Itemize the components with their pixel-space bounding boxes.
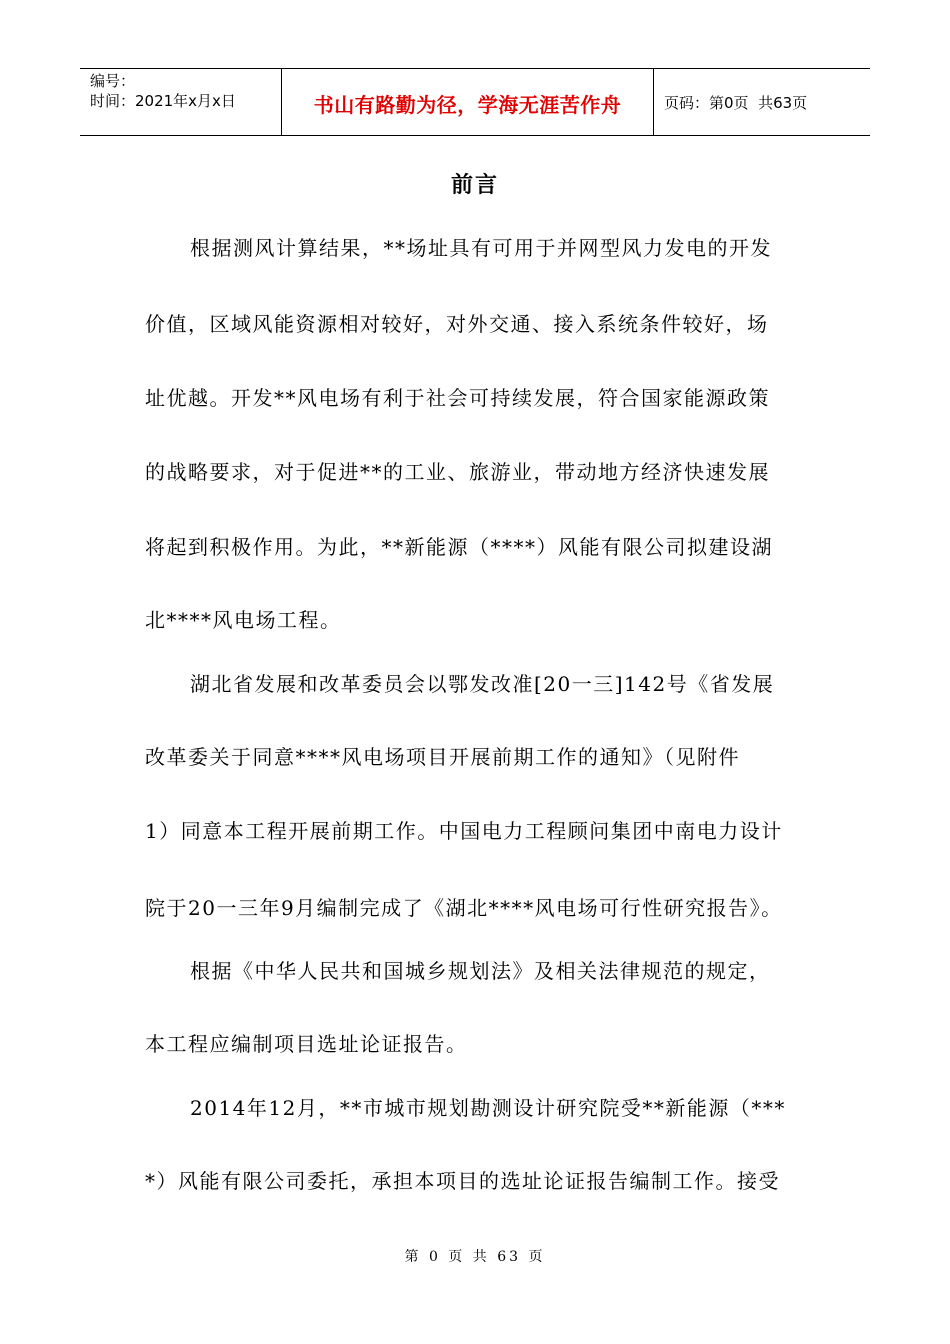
- page-footer: 第 0 页 共 63 页: [404, 1249, 546, 1265]
- body-line: 址优越。开发**风电场有利于社会可持续发展，符合国家能源政策: [145, 386, 770, 410]
- body-line: 湖北省发展和改革委员会以鄂发改准[20一三]142号《省发展: [190, 672, 775, 696]
- document-number-label: 编号：: [90, 72, 136, 90]
- header-page-info: 页码：第0页 共63页: [664, 93, 808, 112]
- body-line: 价值，区域风能资源相对较好，对外交通、接入系统条件较好，场: [145, 312, 769, 336]
- header-page-cell: [654, 69, 870, 135]
- body-line: 根据测风计算结果，**场址具有可用于并网型风力发电的开发: [190, 236, 772, 260]
- body-line: 院于20一三年9月编制完成了《湖北****风电场可行性研究报告》。: [145, 896, 783, 920]
- header-motto: 书山有路勤为径，学海无涯苦作舟: [313, 92, 622, 117]
- body-line: *）风能有限公司委托，承担本项目的选址论证报告编制工作。接受: [145, 1169, 780, 1193]
- body-line: 的战略要求，对于促进**的工业、旅游业，带动地方经济快速发展: [145, 460, 770, 484]
- body-line: 将起到积极作用。为此，**新能源（****）风能有限公司拟建设湖: [145, 535, 773, 559]
- header-meta-cell: [80, 69, 282, 135]
- body-line: 北****风电场工程。: [145, 608, 342, 632]
- document-title: 前言: [450, 173, 499, 198]
- body-line: 本工程应编制项目选址论证报告。: [145, 1032, 468, 1056]
- body-line: 改革委关于同意****风电场项目开展前期工作的通知》（见附件: [145, 745, 740, 769]
- body-line: 根据《中华人民共和国城乡规划法》及相关法律规范的规定，: [190, 959, 771, 983]
- body-line: 1）同意本工程开展前期工作。中国电力工程顾问集团中南电力设计: [145, 819, 783, 843]
- document-header: [80, 68, 870, 136]
- header-motto-cell: [282, 69, 654, 135]
- document-time-label: 时间：2021年x月x日: [90, 92, 236, 110]
- body-line: 2014年12月，**市城市规划勘测设计研究院受**新能源（***: [190, 1096, 786, 1120]
